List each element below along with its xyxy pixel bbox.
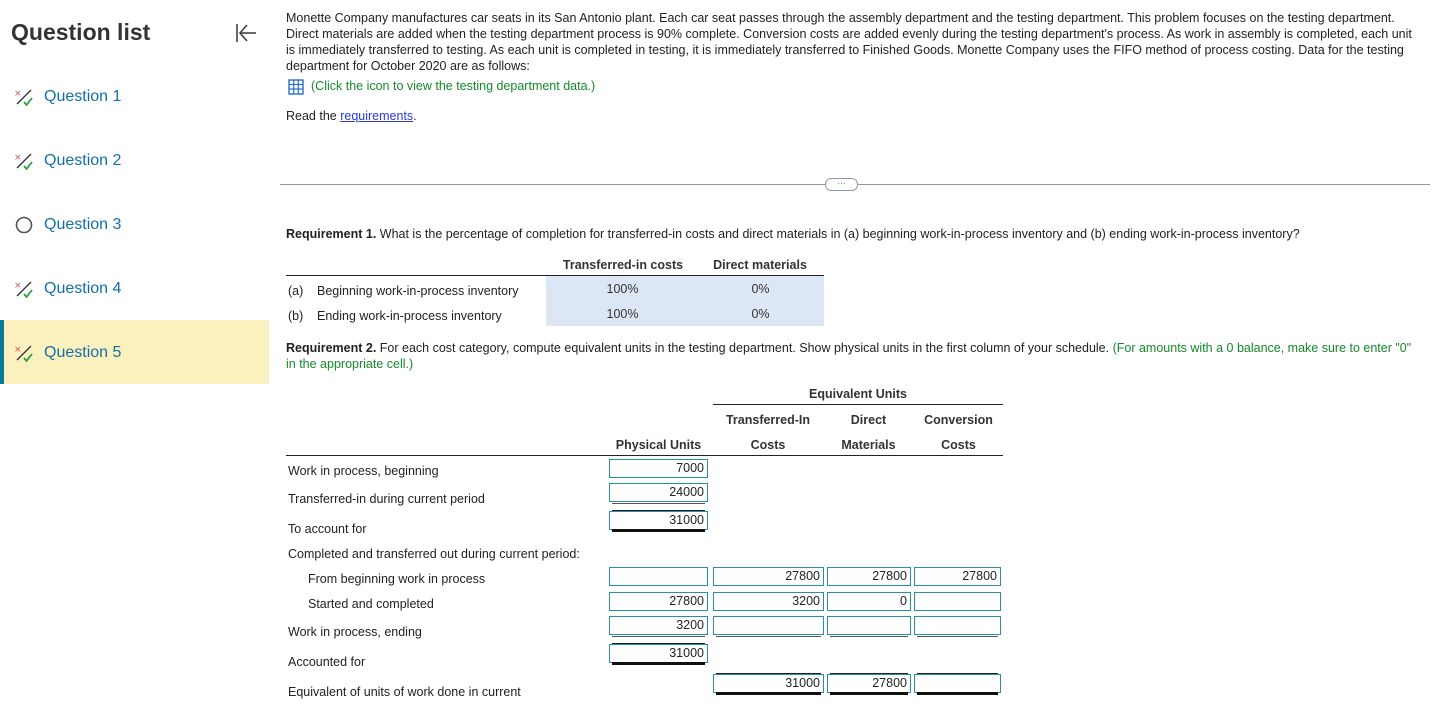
underline	[716, 636, 821, 637]
double-underline	[716, 692, 821, 695]
req1-col-transferred: Transferred-in costs	[562, 258, 684, 272]
req1-col-direct: Direct materials	[713, 258, 807, 272]
col-conversion-line2: Costs	[941, 438, 976, 452]
conversion-from-beginning-input[interactable]: 27800	[914, 567, 1001, 586]
req1-row-a-tag: (a)	[288, 284, 304, 298]
physical-from-beginning-input[interactable]	[609, 567, 708, 586]
svg-text:×: ×	[14, 153, 22, 163]
double-underline	[612, 529, 705, 532]
equivalent-units-rule	[713, 404, 1003, 405]
physical-accounted-for-input[interactable]: 31000	[609, 644, 708, 663]
underline	[612, 636, 705, 637]
sidebar-item-question-1[interactable]	[0, 64, 269, 128]
expand-ellipsis-button[interactable]: ···	[825, 178, 858, 191]
row-wip-ending-label: Work in process, ending	[288, 625, 422, 639]
sidebar-item-label: Question 5	[44, 344, 122, 361]
double-underline	[917, 692, 998, 695]
partial-credit-icon	[14, 87, 34, 107]
svg-text:×: ×	[14, 281, 22, 291]
row-to-account-label: To account for	[288, 522, 367, 536]
transferred-equivalent-input[interactable]: 31000	[713, 674, 824, 693]
transferred-started-completed-input[interactable]: 3200	[713, 592, 824, 611]
req1-row-b-tag: (b)	[288, 309, 304, 323]
data-link-text[interactable]: (Click the icon to view the testing department data.)	[311, 79, 596, 93]
col-direct-line2: Materials	[841, 438, 896, 452]
row-transferred-in-label: Transferred-in during current period	[288, 492, 485, 506]
row-from-beginning-label: From beginning work in process	[308, 572, 486, 586]
problem-text: Monette Company manufactures car seats in its San Antonio plant. Each car seat passes through the assembly department and the testing department. This problem focuses on the testing department. Direct materials are added when the testing department process is 90% complete. Conversion costs are added evenly during the testing department's process. As work in assembly is completed, each unit is immediately transferred to testing. As each unit is completed in testing, it is immediately transferred to Finished Goods. Monette Company uses the FIFO method of process costing. Data for the testing department for October 2020 are as follows:	[286, 11, 1412, 73]
unanswered-circle-icon	[14, 215, 34, 235]
direct-equivalent-input[interactable]: 27800	[827, 674, 911, 693]
row-equivalent-label: Equivalent of units of work done in current	[288, 685, 521, 699]
requirement-2-text: Requirement 2. For each cost category, compute equivalent units in the testing department. Show physical units in the first column of your schedule. (For amounts with a 0 balance, make sure to enter "0" in the appropriate cell.)	[286, 341, 1412, 371]
collapse-sidebar-icon[interactable]	[234, 21, 260, 45]
physical-started-completed-input[interactable]: 27800	[609, 592, 708, 611]
underline	[830, 636, 908, 637]
req1-a-direct-value: 0%	[751, 282, 770, 296]
physical-to-account-input[interactable]: 31000	[609, 511, 708, 530]
req1-b-transferred-value: 100%	[606, 307, 639, 321]
partial-credit-icon	[14, 151, 34, 171]
col-transferred-line1: Transferred-In	[725, 413, 811, 427]
row-wip-beginning-label: Work in process, beginning	[288, 464, 439, 478]
data-table-icon[interactable]	[288, 79, 304, 95]
row-started-completed-label: Started and completed	[308, 597, 434, 611]
physical-transferred-in-input[interactable]: 24000	[609, 483, 708, 502]
row-accounted-for-label: Accounted for	[288, 655, 366, 669]
sidebar-title: Question list	[11, 19, 151, 45]
col-conversion-line1: Conversion	[924, 413, 993, 427]
read-requirements: Read the requirements.	[286, 109, 417, 123]
requirement-1-text: Requirement 1. What is the percentage of completion for transferred-in costs and direct materials in (a) beginning work-in-process inventory and (b) ending work-in-process inventory?	[286, 227, 1300, 241]
svg-text:×: ×	[14, 89, 22, 99]
question-content	[280, 0, 1430, 714]
req1-a-transferred-value: 100%	[606, 282, 639, 296]
sidebar-item-question-5[interactable]	[0, 320, 269, 384]
sidebar-item-question-2[interactable]	[0, 128, 269, 192]
transferred-wip-ending-input[interactable]	[713, 616, 824, 635]
col-physical-units: Physical Units	[615, 438, 702, 452]
requirements-link[interactable]: requirements	[340, 109, 414, 123]
req1-b-direct-value: 0%	[751, 307, 770, 321]
sidebar-item-question-3[interactable]	[0, 192, 269, 256]
partial-credit-icon	[14, 279, 34, 299]
sidebar-item-label: Question 3	[44, 216, 122, 233]
sidebar-item-label: Question 2	[44, 152, 122, 169]
transferred-from-beginning-input[interactable]: 27800	[713, 567, 824, 586]
col-direct-line1: Direct	[850, 413, 887, 427]
svg-text:×: ×	[14, 345, 22, 355]
physical-wip-beginning-input[interactable]: 7000	[609, 459, 708, 478]
sidebar-item-question-4[interactable]	[0, 256, 269, 320]
conversion-wip-ending-input[interactable]	[914, 616, 1001, 635]
equivalent-units-header: Equivalent Units	[809, 387, 907, 401]
partial-credit-icon	[14, 343, 34, 363]
sidebar-item-label: Question 1	[44, 88, 122, 105]
req1-row-a-label: Beginning work-in-process inventory	[317, 284, 519, 298]
req1-row-b-label: Ending work-in-process inventory	[317, 309, 502, 323]
underline	[612, 503, 705, 504]
double-underline	[830, 692, 908, 695]
req2-header-rule	[286, 455, 1003, 456]
conversion-equivalent-input[interactable]	[914, 674, 1001, 693]
underline	[917, 636, 998, 637]
double-underline	[612, 662, 705, 665]
physical-wip-ending-input[interactable]: 3200	[609, 616, 708, 635]
col-transferred-line2: Costs	[750, 438, 786, 452]
direct-started-completed-input[interactable]: 0	[827, 592, 911, 611]
direct-from-beginning-input[interactable]: 27800	[827, 567, 911, 586]
sidebar-item-label: Question 4	[44, 280, 122, 297]
direct-wip-ending-input[interactable]	[827, 616, 911, 635]
conversion-started-completed-input[interactable]	[914, 592, 1001, 611]
question-list-sidebar	[0, 0, 269, 714]
row-completed-header-label: Completed and transferred out during current period:	[288, 547, 580, 561]
